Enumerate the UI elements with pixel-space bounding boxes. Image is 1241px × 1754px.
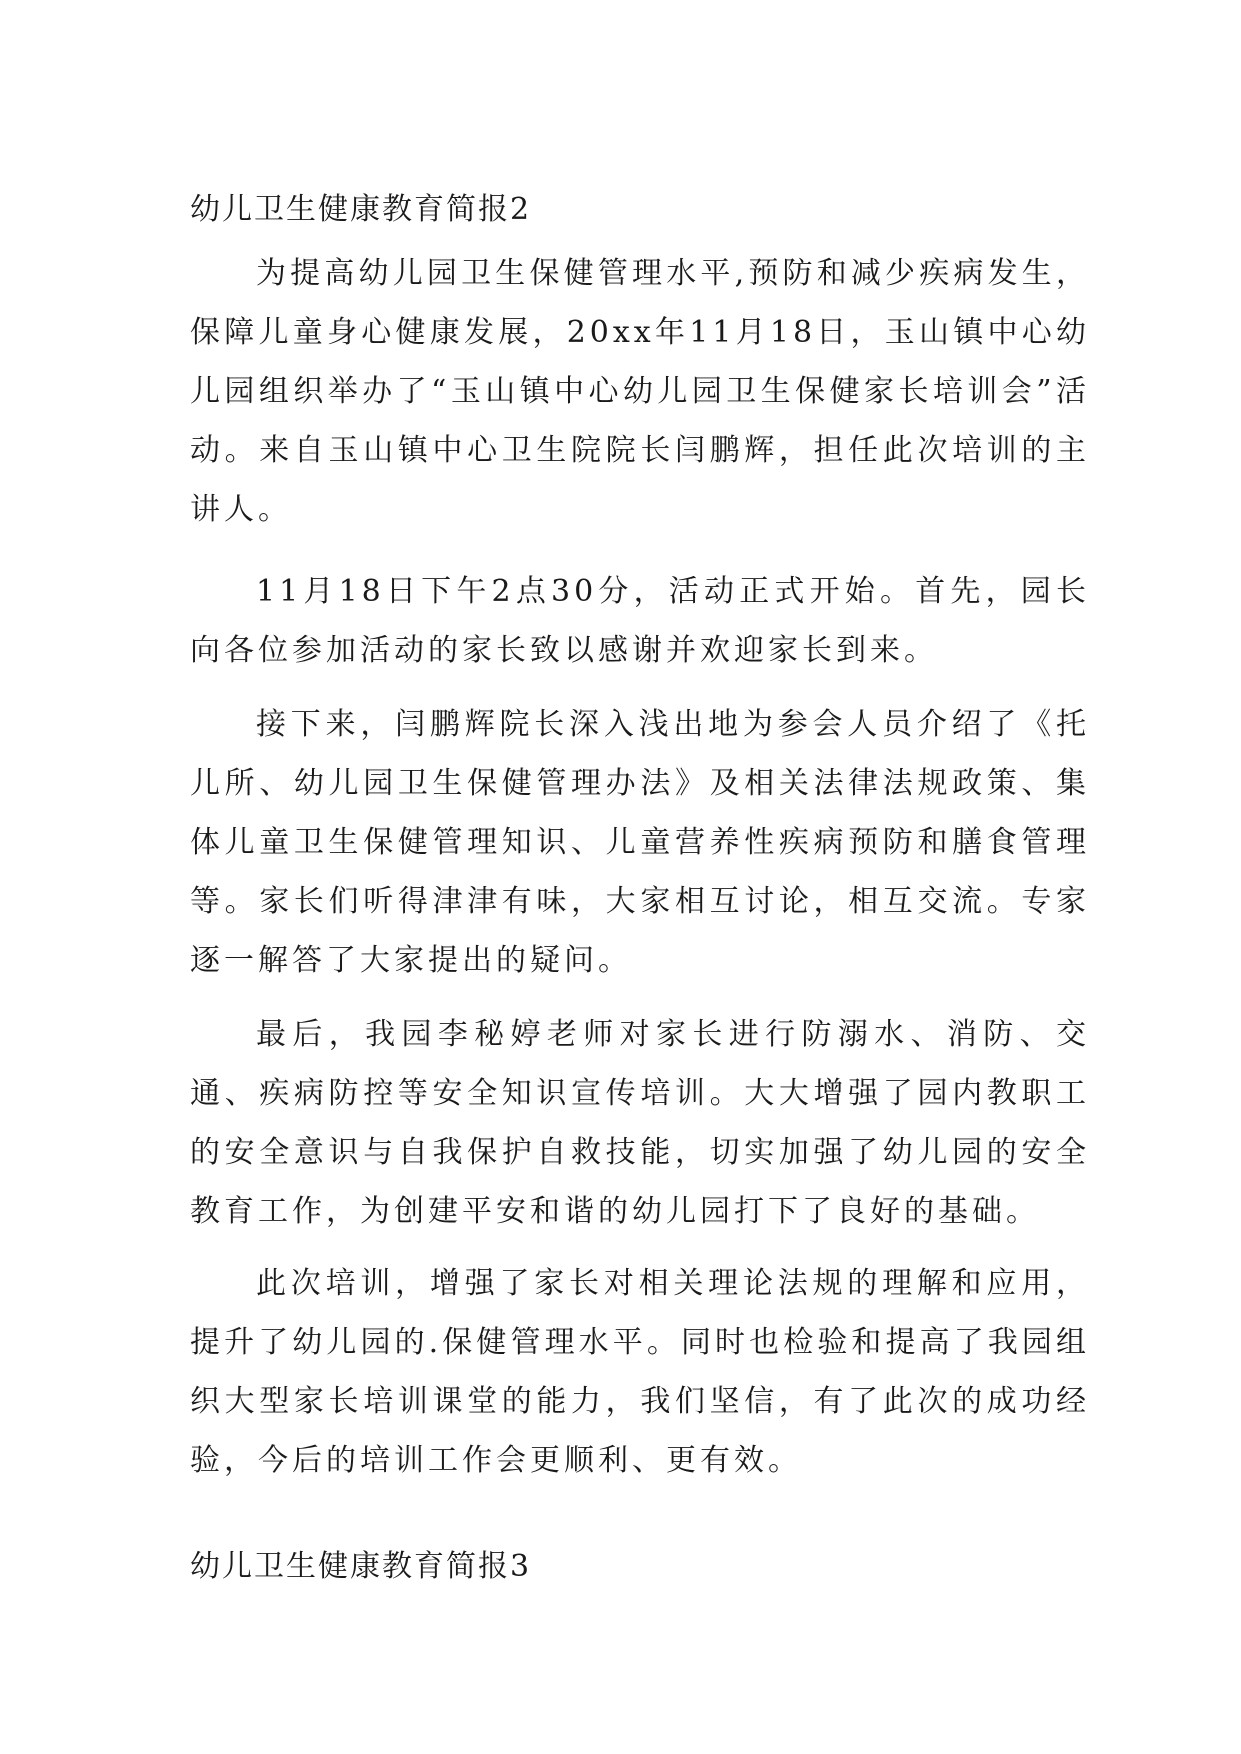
paragraph: 最后，我园李秘婷老师对家长进行防溺水、消防、交通、疾病防控等安全知识宣传培训。大大增强了园内教职工的安全意识与自我保护自救技能，切实加强了幼儿园的安全教育工作，为创建平安和谐的幼儿园打下了良好的基础。 [190, 1017, 1090, 1229]
paragraph: 接下来，闫鹏辉院长深入浅出地为参会人员介绍了《托儿所、幼儿园卫生保健管理办法》及相关法律法规政策、集体儿童卫生保健管理知识、儿童营养性疾病预防和膳食管理等。家长们听得津津有味，大家相互讨论，相互交流。专家逐一解答了大家提出的疑问。 [190, 707, 1090, 978]
paragraph: 此次培训，增强了家长对相关理论法规的理解和应用，提升了幼儿园的.保健管理水平。同时也检验和提高了我园组织大型家长培训课堂的能力，我们坚信，有了此次的成功经验，今后的培训工作会更顺利、更有效。 [190, 1266, 1090, 1478]
section-title: 幼儿卫生健康教育简报3 [190, 1549, 532, 1584]
section-title: 幼儿卫生健康教育简报2 [190, 192, 532, 227]
paragraph: 为提高幼儿园卫生保健管理水平,预防和减少疾病发生，保障儿童身心健康发展，20xx年11月18日，玉山镇中心幼儿园组织举办了“玉山镇中心幼儿园卫生保健家长培训会”活动。来自玉山镇中心卫生院院长闫鹏辉，担任此次培训的主讲人。 [190, 256, 1090, 527]
paragraph: 11月18日下午2点30分，活动正式开始。首先，园长向各位参加活动的家长致以感谢并欢迎家长到来。 [190, 574, 1090, 668]
